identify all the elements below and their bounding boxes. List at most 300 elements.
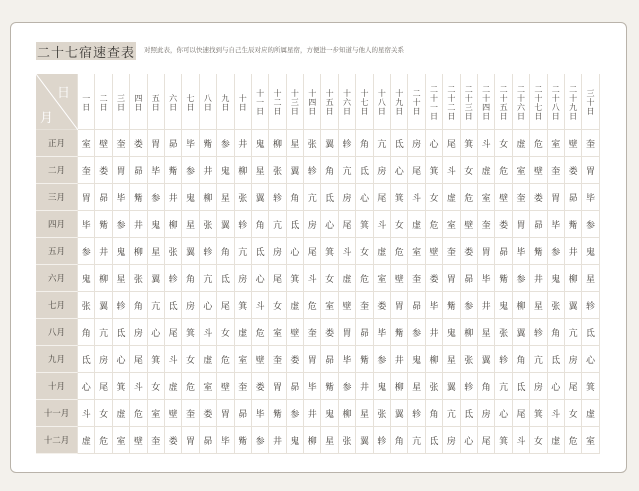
month-header: 四月 [36, 211, 78, 238]
day-header: 二 十 日 [408, 74, 425, 130]
mansion-cell: 参 [548, 238, 565, 265]
mansion-cell: 参 [513, 265, 530, 292]
mansion-cell: 张 [461, 346, 478, 373]
mansion-cell: 危 [95, 427, 112, 454]
mansion-cell: 壁 [391, 265, 408, 292]
mansion-cell: 井 [426, 319, 443, 346]
mansion-cell: 房 [408, 130, 425, 157]
mansion-cell: 毕 [113, 184, 130, 211]
mansion-cell: 危 [530, 130, 547, 157]
mansion-cell: 斗 [200, 319, 217, 346]
mansion-cell: 尾 [130, 346, 147, 373]
mansion-cell: 尾 [565, 373, 582, 400]
mansion-cell: 氐 [321, 184, 338, 211]
mansion-cell: 毕 [217, 427, 234, 454]
mansion-cell: 女 [148, 373, 165, 400]
mansion-cell: 氐 [426, 427, 443, 454]
mansion-cell: 星 [252, 157, 269, 184]
mansion-cell: 斗 [78, 400, 95, 427]
mansion-cell: 虚 [339, 265, 356, 292]
mansion-cell: 房 [443, 427, 460, 454]
mansion-cell: 尾 [269, 265, 286, 292]
mansion-cell: 鬼 [252, 130, 269, 157]
month-header: 五月 [36, 238, 78, 265]
mansion-cell: 参 [78, 238, 95, 265]
mansion-cell: 觜 [95, 211, 112, 238]
mansion-cell: 斗 [304, 265, 321, 292]
mansion-cell: 轸 [235, 211, 252, 238]
mansion-cell: 昴 [321, 346, 338, 373]
mansion-cell: 参 [461, 292, 478, 319]
mansion-cell: 柳 [304, 427, 321, 454]
mansion-cell: 虚 [513, 130, 530, 157]
mansion-cell: 心 [356, 184, 373, 211]
mansion-cell: 觜 [200, 130, 217, 157]
mansion-cell: 箕 [426, 157, 443, 184]
mansion-cell: 箕 [321, 238, 338, 265]
mansion-cell: 房 [565, 346, 582, 373]
mansion-cell: 氐 [217, 265, 234, 292]
mansion-cell: 斗 [130, 373, 147, 400]
mansion-cell: 心 [391, 157, 408, 184]
mansion-cell: 星 [113, 265, 130, 292]
mansion-cell: 胃 [339, 319, 356, 346]
mansion-cell: 壁 [287, 319, 304, 346]
mansion-cell: 斗 [374, 211, 391, 238]
day-header: 十 八 日 [374, 74, 391, 130]
mansion-cell: 箕 [148, 346, 165, 373]
day-header: 十 七 日 [356, 74, 373, 130]
page-subtitle: 对照此表，你可以快速找到与自己生辰对应的所属星宿，方便进一步知道与他人的星宿关系 [144, 46, 404, 54]
mansion-cell: 张 [339, 427, 356, 454]
mansion-cell: 奎 [513, 184, 530, 211]
mansion-cell: 星 [321, 427, 338, 454]
mansion-cell: 壁 [95, 130, 112, 157]
mansion-cell: 氐 [582, 319, 599, 346]
mansion-cell: 斗 [513, 427, 530, 454]
mansion-cell: 娄 [565, 157, 582, 184]
month-header: 正月 [36, 130, 78, 157]
mansion-cell: 井 [478, 292, 495, 319]
day-header: 十 二 日 [269, 74, 286, 130]
mansion-cell: 危 [495, 157, 512, 184]
mansion-cell: 柳 [130, 238, 147, 265]
mansion-cell: 房 [339, 184, 356, 211]
mansion-cell: 星 [443, 346, 460, 373]
mansion-cell: 毕 [252, 400, 269, 427]
mansion-cell: 昴 [165, 130, 182, 157]
mansion-cell: 室 [374, 265, 391, 292]
day-header: 二 十 四 日 [478, 74, 495, 130]
mansion-cell: 亢 [565, 319, 582, 346]
mansion-cell: 房 [374, 157, 391, 184]
mansion-cell: 翼 [391, 400, 408, 427]
mansion-cell: 胃 [148, 130, 165, 157]
day-header: 二 十 八 日 [548, 74, 565, 130]
month-header: 九月 [36, 346, 78, 373]
mansion-cell: 胃 [582, 157, 599, 184]
mansion-cell: 房 [130, 319, 147, 346]
mansion-cell: 轸 [495, 346, 512, 373]
mansion-cell: 房 [304, 211, 321, 238]
mansion-cell: 奎 [356, 292, 373, 319]
mansion-cell: 娄 [252, 373, 269, 400]
mansion-cell: 柳 [565, 265, 582, 292]
mansion-cell: 翼 [356, 427, 373, 454]
mansion-cell: 鬼 [321, 400, 338, 427]
mansion-cell: 壁 [461, 211, 478, 238]
mansion-cell: 室 [269, 319, 286, 346]
day-header: 十 三 日 [287, 74, 304, 130]
mansion-cell: 井 [95, 238, 112, 265]
mansion-cell: 昴 [95, 184, 112, 211]
mansion-cell: 室 [408, 238, 425, 265]
mansion-cell: 心 [495, 400, 512, 427]
mansion-cell: 井 [356, 373, 373, 400]
mansion-cell: 尾 [304, 238, 321, 265]
mansion-cell: 翼 [565, 292, 582, 319]
mansion-cell: 奎 [582, 130, 599, 157]
mansion-cell: 星 [356, 400, 373, 427]
mansion-cell: 心 [78, 373, 95, 400]
mansion-cell: 胃 [513, 211, 530, 238]
mansion-cell: 尾 [374, 184, 391, 211]
mansion-cell: 室 [200, 373, 217, 400]
mansion-cell: 女 [356, 238, 373, 265]
mansion-cell: 轸 [339, 130, 356, 157]
mansion-cell: 女 [426, 184, 443, 211]
mansion-cell: 娄 [165, 427, 182, 454]
mansion-cell: 危 [426, 211, 443, 238]
mansion-cell: 心 [321, 211, 338, 238]
mansion-cell: 氐 [356, 157, 373, 184]
mansion-cell: 觜 [269, 400, 286, 427]
day-header: 二 十 五 日 [495, 74, 512, 130]
mansion-cell: 张 [130, 265, 147, 292]
mansion-cell: 鬼 [182, 184, 199, 211]
mansion-cell: 张 [269, 157, 286, 184]
mansion-cell: 危 [217, 346, 234, 373]
mansion-cell: 柳 [513, 292, 530, 319]
mansion-cell: 星 [182, 211, 199, 238]
mansion-cell: 参 [113, 211, 130, 238]
corner-day-label: 日 [57, 86, 71, 101]
mansion-cell: 奎 [304, 319, 321, 346]
mansion-cell: 觜 [530, 238, 547, 265]
mansion-cell: 娄 [95, 157, 112, 184]
mansion-cell: 箕 [182, 319, 199, 346]
mansion-cell: 参 [182, 157, 199, 184]
mansion-cell: 室 [148, 400, 165, 427]
mansion-cell: 参 [339, 373, 356, 400]
mansion-cell: 室 [513, 157, 530, 184]
mansion-cell: 昴 [408, 292, 425, 319]
page-title: 二十七宿速查表 [36, 42, 136, 60]
day-header: 七 日 [182, 74, 199, 130]
mansion-cell: 娄 [287, 346, 304, 373]
mansion-cell: 氐 [113, 319, 130, 346]
mansion-cell: 斗 [252, 292, 269, 319]
mansion-cell: 虚 [478, 157, 495, 184]
mansion-cell: 室 [443, 211, 460, 238]
day-header: 四 日 [130, 74, 147, 130]
mansion-cell: 胃 [182, 427, 199, 454]
mansion-cell: 轸 [374, 427, 391, 454]
mansion-cell: 昴 [200, 427, 217, 454]
mansion-cell: 毕 [374, 319, 391, 346]
mansion-cell: 参 [287, 400, 304, 427]
mansion-cell: 尾 [408, 157, 425, 184]
mansion-cell: 毕 [148, 157, 165, 184]
mansion-cell: 胃 [78, 184, 95, 211]
mansion-cell: 女 [565, 400, 582, 427]
mansion-cell: 亢 [200, 265, 217, 292]
mansion-cell: 井 [200, 157, 217, 184]
mansion-cell: 轸 [408, 400, 425, 427]
mansion-cell: 女 [391, 211, 408, 238]
day-header: 十 六 日 [339, 74, 356, 130]
mansion-cell: 毕 [478, 265, 495, 292]
mansion-cell: 危 [182, 373, 199, 400]
mansion-cell: 亢 [339, 157, 356, 184]
mansion-cell: 鬼 [408, 346, 425, 373]
mansion-cell: 壁 [217, 373, 234, 400]
mansion-cell: 张 [235, 184, 252, 211]
mansion-cell: 壁 [339, 292, 356, 319]
mansion-cell: 氐 [513, 373, 530, 400]
mansion-cell: 觜 [391, 319, 408, 346]
mansion-cell: 斗 [443, 157, 460, 184]
mansion-cell: 觜 [495, 265, 512, 292]
mansion-cell: 张 [495, 319, 512, 346]
mansion-cell: 女 [495, 130, 512, 157]
mansion-cell: 女 [530, 427, 547, 454]
day-header: 三 十 日 [582, 74, 599, 130]
mansion-cell: 壁 [565, 130, 582, 157]
mansion-cell: 箕 [530, 400, 547, 427]
mansion-cell: 尾 [217, 292, 234, 319]
mansion-cell: 心 [113, 346, 130, 373]
mansion-cell: 尾 [443, 130, 460, 157]
mansion-cell: 虚 [165, 373, 182, 400]
mansion-cell: 尾 [165, 319, 182, 346]
mansion-cell: 觜 [321, 373, 338, 400]
mansion-cell: 翼 [252, 184, 269, 211]
mansion-cell: 室 [113, 427, 130, 454]
mansion-cell: 箕 [495, 427, 512, 454]
mansion-cell: 胃 [443, 265, 460, 292]
mansion-cell: 奎 [443, 238, 460, 265]
day-header: 五 日 [148, 74, 165, 130]
mansion-cell: 昴 [530, 211, 547, 238]
mansion-cell: 毕 [339, 346, 356, 373]
mansion-cell: 柳 [391, 373, 408, 400]
mansion-cell: 翼 [182, 238, 199, 265]
mansion-cell: 角 [426, 400, 443, 427]
mansion-cell: 危 [252, 319, 269, 346]
mansion-cell: 氐 [548, 346, 565, 373]
mansion-cell: 室 [78, 130, 95, 157]
mansion-cell: 娄 [130, 130, 147, 157]
month-header: 二月 [36, 157, 78, 184]
month-header: 六月 [36, 265, 78, 292]
mansion-cell: 氐 [78, 346, 95, 373]
mansion-cell: 亢 [408, 427, 425, 454]
mansion-cell: 星 [217, 184, 234, 211]
mansion-cell: 心 [287, 238, 304, 265]
mansion-cell: 心 [148, 319, 165, 346]
mansion-cell: 亢 [95, 319, 112, 346]
mansion-cell: 星 [148, 238, 165, 265]
mansion-cell: 毕 [426, 292, 443, 319]
mansion-cell: 张 [200, 211, 217, 238]
mansion-cell: 昴 [235, 400, 252, 427]
mansion-cell: 角 [513, 346, 530, 373]
month-header: 十一月 [36, 400, 78, 427]
mansion-cell: 奎 [269, 346, 286, 373]
mansion-cell: 亢 [443, 400, 460, 427]
mansion-cell: 张 [548, 292, 565, 319]
mansion-cell: 虚 [374, 238, 391, 265]
mansion-cell: 女 [269, 292, 286, 319]
mansion-cell: 鬼 [443, 319, 460, 346]
mansion-cell: 柳 [200, 184, 217, 211]
mansion-cell: 亢 [148, 292, 165, 319]
mansion-cell: 亢 [235, 238, 252, 265]
mansion-cell: 虚 [235, 319, 252, 346]
mansion-cell: 房 [95, 346, 112, 373]
mansion-cell: 柳 [235, 157, 252, 184]
mansion-cell: 胃 [269, 373, 286, 400]
mansion-cell: 虚 [287, 292, 304, 319]
mansion-cell: 轸 [269, 184, 286, 211]
month-header: 三月 [36, 184, 78, 211]
mansion-cell: 井 [304, 400, 321, 427]
mansion-cell: 轸 [530, 319, 547, 346]
day-header: 三 日 [113, 74, 130, 130]
day-header: 一 日 [78, 74, 95, 130]
mansion-cell: 壁 [495, 184, 512, 211]
day-header: 八 日 [200, 74, 217, 130]
mansion-cell: 翼 [478, 346, 495, 373]
mansion-cell: 毕 [78, 211, 95, 238]
mansion-cell: 奎 [182, 400, 199, 427]
mansion-cell: 昴 [130, 157, 147, 184]
mansion-cell: 角 [356, 130, 373, 157]
mansion-cell: 翼 [321, 130, 338, 157]
mansion-cell: 虚 [78, 427, 95, 454]
mansion-cell: 亢 [374, 130, 391, 157]
month-header: 十月 [36, 373, 78, 400]
mansion-cell: 柳 [165, 211, 182, 238]
mansion-cell: 毕 [582, 184, 599, 211]
mansion-cell: 房 [235, 265, 252, 292]
mansion-cell: 奎 [148, 427, 165, 454]
mansion-cell: 壁 [165, 400, 182, 427]
mansion-cell: 箕 [287, 265, 304, 292]
mansion-cell: 井 [565, 238, 582, 265]
mansion-cell: 张 [304, 130, 321, 157]
mansion-cell: 参 [217, 130, 234, 157]
mansion-cell: 星 [287, 130, 304, 157]
mansion-cell: 心 [461, 427, 478, 454]
mansion-cell: 女 [95, 400, 112, 427]
mansion-cell: 翼 [148, 265, 165, 292]
mansion-cell: 箕 [391, 184, 408, 211]
mansion-cell: 翼 [95, 292, 112, 319]
mansion-cell: 张 [426, 373, 443, 400]
month-header: 八月 [36, 319, 78, 346]
mansion-cell: 虚 [113, 400, 130, 427]
mansion-cell: 奎 [408, 265, 425, 292]
mansion-cell: 翼 [443, 373, 460, 400]
mansion-cell: 角 [287, 184, 304, 211]
mansion-cell: 虚 [408, 211, 425, 238]
day-header: 十 四 日 [304, 74, 321, 130]
mansion-cell: 斗 [408, 184, 425, 211]
table-corner-header [36, 74, 78, 130]
mansion-cell: 角 [182, 265, 199, 292]
mansion-cell: 房 [478, 400, 495, 427]
day-header: 十 日 [235, 74, 252, 130]
mansion-cell: 觜 [130, 184, 147, 211]
mansion-cell: 角 [391, 427, 408, 454]
mansion-cell: 星 [530, 292, 547, 319]
mansion-cell: 箕 [582, 373, 599, 400]
month-header: 七月 [36, 292, 78, 319]
mansion-cell: 翼 [217, 211, 234, 238]
mansion-cell: 娄 [426, 265, 443, 292]
mansion-cell: 星 [478, 319, 495, 346]
day-header: 二 十 三 日 [461, 74, 478, 130]
mansion-cell: 箕 [113, 373, 130, 400]
day-header: 十 五 日 [321, 74, 338, 130]
mansion-cell: 角 [78, 319, 95, 346]
mansion-cell: 尾 [95, 373, 112, 400]
mansion-cell: 室 [582, 427, 599, 454]
mansion-cell: 张 [165, 238, 182, 265]
mansion-cell: 氐 [252, 238, 269, 265]
mansion-cell: 娄 [461, 238, 478, 265]
day-header: 二 十 一 日 [426, 74, 443, 130]
mansion-cell: 危 [461, 184, 478, 211]
mansion-cell: 氐 [461, 400, 478, 427]
day-header: 二 日 [95, 74, 112, 130]
mansion-cell: 轸 [582, 292, 599, 319]
mansion-cell: 危 [130, 400, 147, 427]
mansion-cell: 鬼 [495, 292, 512, 319]
mansion-cell: 氐 [287, 211, 304, 238]
mansion-cell: 角 [252, 211, 269, 238]
mansion-cell: 房 [269, 238, 286, 265]
mansion-cell: 氐 [165, 292, 182, 319]
mansion-cell: 鬼 [548, 265, 565, 292]
day-header: 九 日 [217, 74, 234, 130]
mansion-cell: 危 [304, 292, 321, 319]
mansion-cell: 柳 [95, 265, 112, 292]
mansion-cell: 危 [565, 427, 582, 454]
mansion-cell: 斗 [339, 238, 356, 265]
mansion-cell: 柳 [339, 400, 356, 427]
mansion-cell: 胃 [217, 400, 234, 427]
mansion-cell: 斗 [548, 400, 565, 427]
mansion-cell: 箕 [461, 130, 478, 157]
mansion-cell: 参 [148, 184, 165, 211]
mansion-cell: 亢 [304, 184, 321, 211]
mansion-cell: 箕 [235, 292, 252, 319]
mansion-cell: 昴 [287, 373, 304, 400]
mansion-cell: 女 [461, 157, 478, 184]
